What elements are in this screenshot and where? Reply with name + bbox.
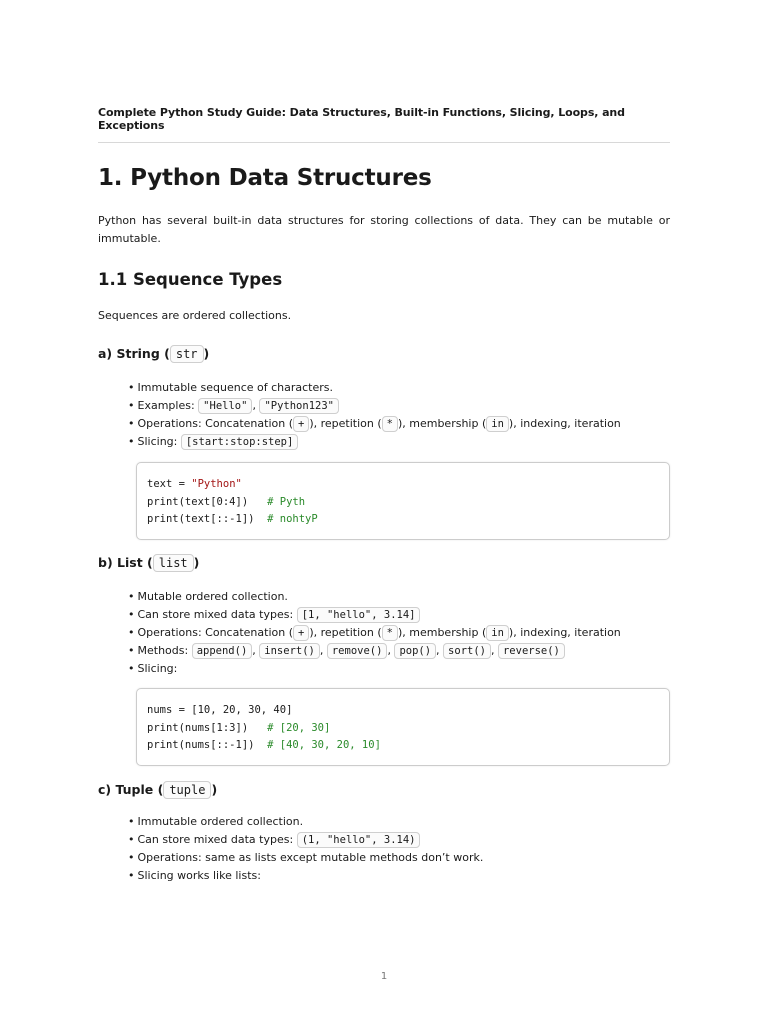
list-code-block — [136, 688, 670, 766]
list-item: • Mutable ordered collection. — [128, 588, 621, 606]
section-1-1-title: 1.1 Sequence Types — [98, 270, 283, 289]
list-heading: b) List ( list ) — [98, 555, 200, 570]
inline-code: [1, "hello", 3.14] — [297, 607, 421, 623]
list-item: • Can store mixed data types: (1, "hello", 3.14) — [128, 831, 483, 849]
section-1-intro: Python has several built-in data structures for storing collections of data. They can be mutable or immutable. — [98, 214, 670, 245]
inline-code: append() — [192, 643, 253, 659]
list-item: • Methods: append() , insert() , remove() , pop() , sort() , reverse() — [128, 642, 621, 660]
list-item: • Operations: Concatenation ( + ), repetition ( * ), membership ( in ), indexing, iteration — [128, 415, 621, 433]
code-line-3: print(text[::-1]) # nohtyP — [147, 513, 318, 525]
list-item: • Slicing: [start:stop:step] — [128, 433, 621, 451]
string-heading: a) String ( str ) — [98, 346, 210, 361]
string-bullets — [128, 379, 621, 451]
code-line-3: print(nums[::-1]) # [40, 30, 20, 10] — [147, 739, 381, 751]
section-1-1-intro: Sequences are ordered collections. — [98, 309, 292, 322]
inline-code: + — [293, 416, 309, 432]
inline-code: (1, "hello", 3.14) — [297, 832, 421, 848]
code-line-2: print(text[0:4]) # Pyth — [147, 495, 306, 508]
inline-code: pop() — [394, 643, 436, 659]
inline-code: reverse() — [498, 643, 565, 659]
inline-code: "Python123" — [259, 398, 339, 414]
code-line-2: print(nums[1:3]) # [20, 30] — [147, 721, 331, 734]
code-line-1: nums = [10, 20, 30, 40] — [147, 704, 293, 716]
header-divider — [98, 142, 670, 143]
tuple-bullets — [128, 813, 483, 885]
list-bullets — [128, 588, 621, 678]
tuple-heading: c) Tuple ( tuple ) — [98, 782, 218, 797]
string-type-code: str — [170, 345, 204, 363]
list-item: • Slicing works like lists: — [128, 867, 483, 885]
inline-code: * — [382, 416, 398, 432]
tuple-type-code: tuple — [163, 781, 211, 799]
inline-code: insert() — [259, 643, 320, 659]
inline-code: in — [486, 416, 509, 432]
list-item: • Examples: "Hello" , "Python123" — [128, 397, 621, 415]
list-type-code: list — [153, 554, 194, 572]
inline-code: sort() — [443, 643, 491, 659]
page-number: 1 — [380, 971, 388, 982]
inline-code: remove() — [327, 643, 388, 659]
inline-code: + — [293, 625, 309, 641]
inline-code: "Hello" — [198, 398, 252, 414]
list-item: • Immutable sequence of characters. — [128, 379, 621, 397]
section-1-title: 1. Python Data Structures — [98, 165, 432, 191]
code-line-1: text = "Python" — [147, 478, 242, 490]
list-item: • Can store mixed data types: [1, "hello", 3.14] — [128, 606, 621, 624]
running-head: Complete Python Study Guide: Data Structures, Built-in Functions, Slicing, Loops, and Exceptions — [98, 106, 625, 132]
inline-code: [start:stop:step] — [181, 434, 298, 450]
list-item: • Operations: Concatenation ( + ), repetition ( * ), membership ( in ), indexing, iteration — [128, 624, 621, 642]
list-item: • Slicing: — [128, 660, 621, 678]
string-code-block — [136, 462, 670, 540]
list-item: • Immutable ordered collection. — [128, 813, 483, 831]
list-item: • Operations: same as lists except mutable methods don’t work. — [128, 849, 483, 867]
inline-code: in — [486, 625, 509, 641]
inline-code: * — [382, 625, 398, 641]
